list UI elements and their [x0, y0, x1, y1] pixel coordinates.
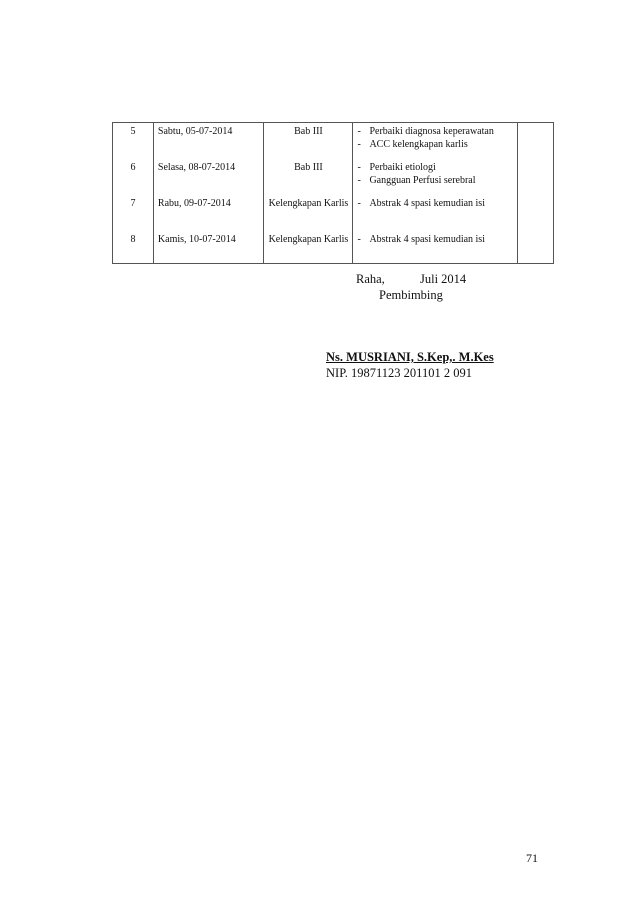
table-row: [113, 195, 554, 231]
row-date: Kamis, 10-07-2014: [153, 231, 264, 264]
table-row: [113, 123, 554, 160]
note-line: - Abstrak 4 spasi kemudian isi: [357, 234, 485, 245]
signer-nip: NIP. 19871123 201101 2 091: [326, 366, 472, 380]
row-notes: [353, 195, 518, 231]
row-signature-cell: [518, 159, 554, 195]
consultation-log-table: [112, 122, 554, 264]
note-line: - Gangguan Perfusi serebral: [357, 175, 476, 186]
row-date: Selasa, 08-07-2014: [153, 159, 264, 195]
page-number: 71: [526, 851, 538, 865]
place: Raha,: [356, 272, 385, 286]
place-date: [356, 272, 466, 287]
row-item: Kelengkapan Karlis: [264, 231, 353, 264]
row-signature-cell: [518, 195, 554, 231]
note-line: - ACC kelengkapan karlis: [357, 139, 468, 150]
table-row: [113, 159, 554, 195]
note-line: - Perbaiki etiologi: [357, 162, 436, 173]
row-date: Rabu, 09-07-2014: [153, 195, 264, 231]
row-date: Sabtu, 05-07-2014: [153, 123, 264, 160]
row-number: 7: [113, 195, 154, 231]
sign-date: Juli 2014: [420, 272, 467, 286]
note-line: - Abstrak 4 spasi kemudian isi: [357, 198, 485, 209]
row-notes: [353, 159, 518, 195]
signer-role: Pembimbing: [379, 288, 443, 302]
row-number: 8: [113, 231, 154, 264]
row-item: Bab III: [264, 123, 353, 160]
row-signature-cell: [518, 231, 554, 264]
row-item: Kelengkapan Karlis: [264, 195, 353, 231]
row-notes: [353, 123, 518, 160]
row-number: 6: [113, 159, 154, 195]
note-line: - Perbaiki diagnosa keperawatan: [357, 126, 494, 137]
row-item: Bab III: [264, 159, 353, 195]
table-row: [113, 231, 554, 264]
row-notes: [353, 231, 518, 264]
signer-name: Ns. MUSRIANI, S.Kep,. M.Kes: [326, 350, 494, 364]
row-signature-cell: [518, 123, 554, 160]
row-number: 5: [113, 123, 154, 160]
